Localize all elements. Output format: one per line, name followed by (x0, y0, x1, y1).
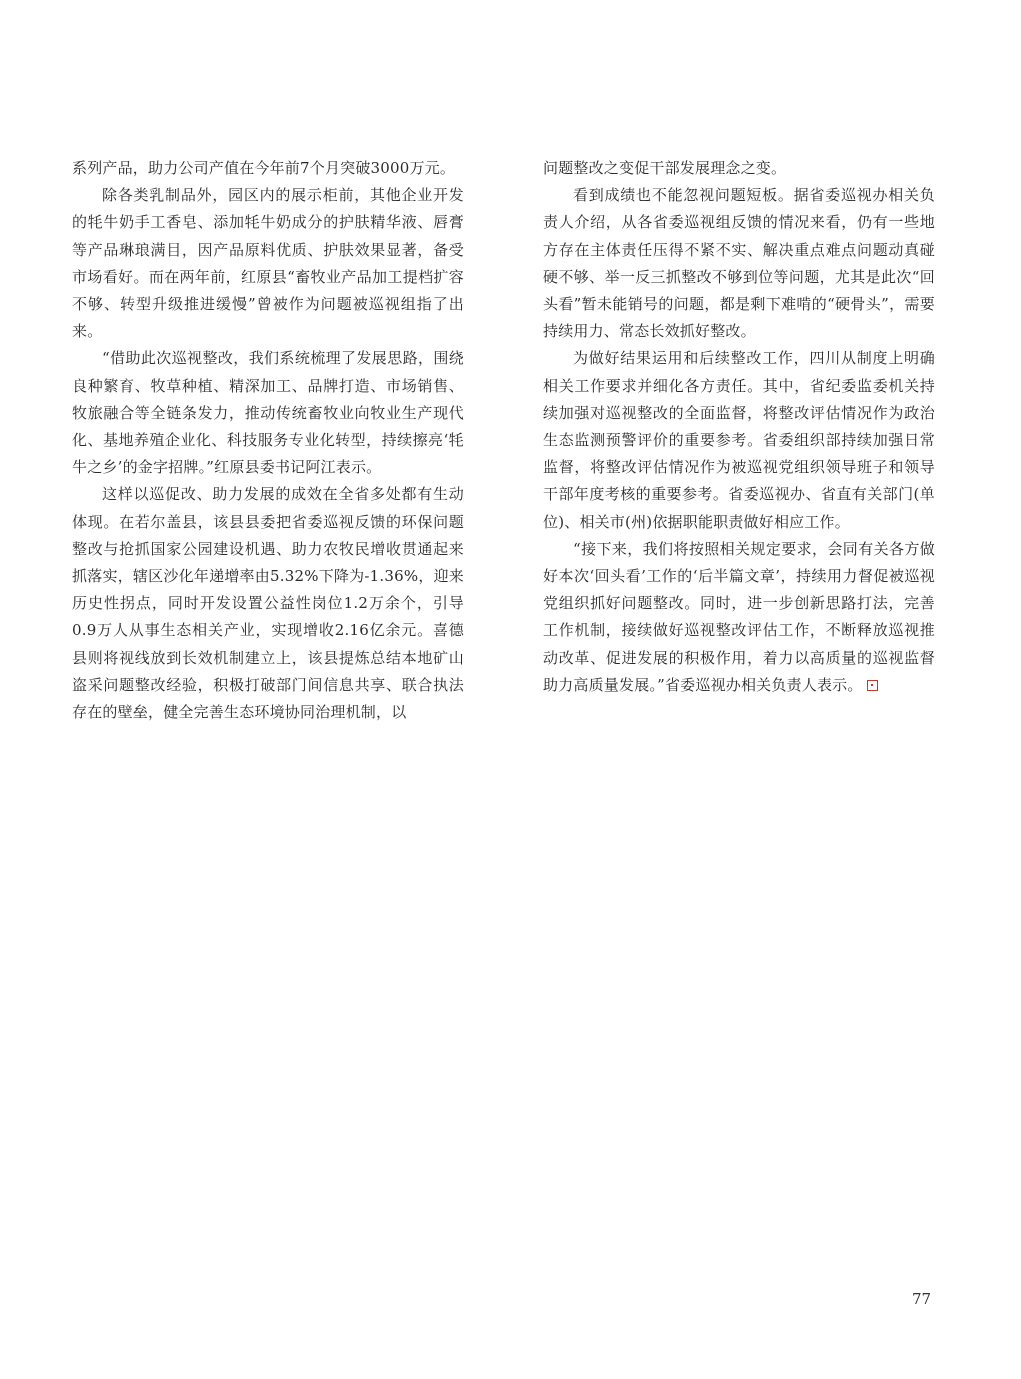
paragraph: 这样以巡促改、助力发展的成效在全省多处都有生动体现。在若尔盖县，该县县委把省委巡视反馈的环保问题整改与抢抓国家公园建设机遇、助力农牧民增收贯通起来抓落实，辖区沙化年递增率由5.32%下降为-1.36%，迎来历史性拐点，同时开发设置公益性岗位1.2万余个，引导0.9万人从事生态相关产业，实现增收2.16亿余元。喜德县则将视线放到长效机制建立上，该县提炼总结本地矿山盗采问题整改经验，积极打破部门间信息共享、联合执法存在的壁垒，健全完善生态环境协同治理机制，以 (72, 485, 464, 722)
paragraph: 除各类乳制品外，园区内的展示柜前，其他企业开发的牦牛奶手工香皂、添加牦牛奶成分的护肤精华液、唇膏等产品琳琅满目，因产品原料优质、护肤效果显著，备受市场看好。而在两年前，红原县“畜牧业产品加工提档扩容不够、转型升级推进缓慢”曾被作为问题被巡视组指了出来。 (72, 186, 464, 341)
page-number: 77 (912, 1290, 932, 1308)
paragraph-final-text: “接下来，我们将按照相关规定要求，会同有关各方做好本次‘回头看’工作的‘后半篇文章’，持续用力督促被巡视党组织抓好问题整改。同时，进一步创新思路打法，完善工作机制，接续做好巡视整改评估工作，不断释放巡视推动改革、促进发展的积极作用，着力以高质量的巡视监督助力高质量发展。”省委巡视办相关负责人表示。 (543, 539, 935, 694)
left-column (72, 155, 464, 726)
paragraph-final (543, 536, 935, 699)
end-mark-icon (867, 680, 878, 691)
paragraph: “借助此次巡视整改，我们系统梳理了发展思路，围绕良种繁育、牧草种植、精深加工、品牌打造、市场销售、牧旅融合等全链条发力，推动传统畜牧业向牧业生产现代化、基地养殖企业化、科技服务专业化转型，持续擦亮‘牦牛之乡’的金字招牌。”红原县委书记阿江表示。 (72, 349, 464, 477)
right-column (543, 155, 935, 699)
paragraph: 看到成绩也不能忽视问题短板。据省委巡视办相关负责人介绍，从各省委巡视组反馈的情况来看，仍有一些地方存在主体责任压得不紧不实、解决重点难点问题动真碰硬不够、举一反三抓整改不够到位等问题，尤其是此次“回头看”暂未能销号的问题，都是剩下难啃的“硬骨头”，需要持续用力、常态长效抓好整改。 (543, 186, 935, 341)
paragraph-continuation: 系列产品，助力公司产值在今年前7个月突破3000万元。 (72, 159, 456, 177)
paragraph: 为做好结果运用和后续整改工作，四川从制度上明确相关工作要求并细化各方责任。其中，省纪委监委机关持续加强对巡视整改的全面监督，将整改评估情况作为政治生态监测预警评价的重要参考。省委组织部持续加强日常监督，将整改评估情况作为被巡视党组织领导班子和领导干部年度考核的重要参考。省委巡视办、省直有关部门(单位)、相关市(州)依据职能职责做好相应工作。 (543, 349, 935, 531)
paragraph-continuation: 问题整改之变促干部发展理念之变。 (543, 159, 787, 177)
